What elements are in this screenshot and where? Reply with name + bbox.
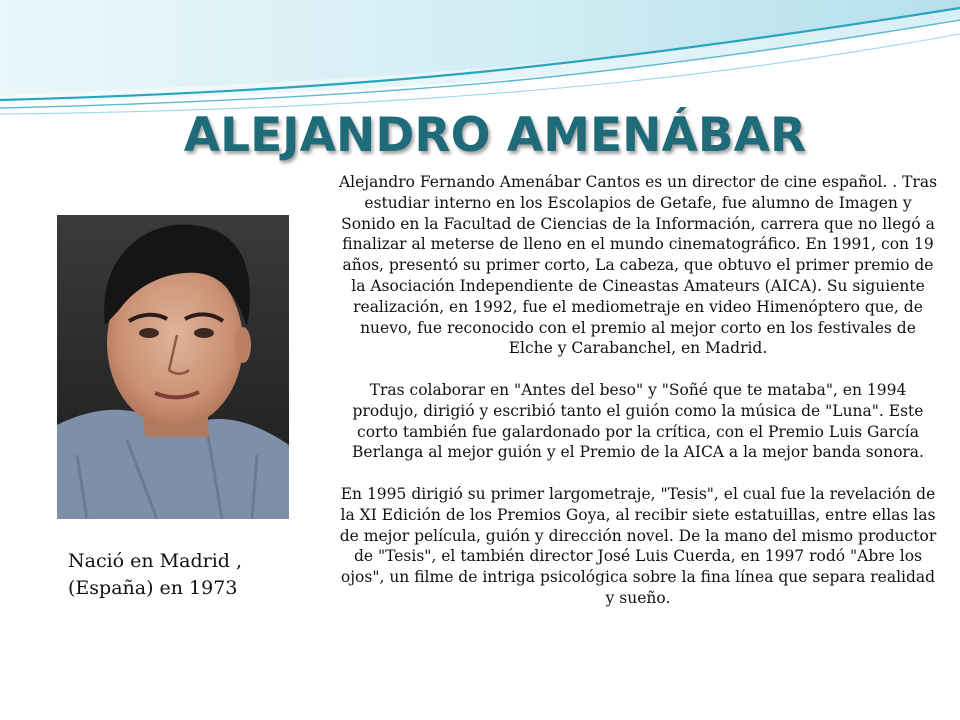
biography-paragraph: Alejandro Fernando Amenábar Cantos es un director de cine español. . Tras estudiar interno en los Escolapios de Getafe, fue alumno de Imagen y Sonido en la Facultad de Ciencias de la Información, carrera que no llegó a finalizar al meterse de lleno en el mundo cinematográfico. En 1991, con 19 años, presentó su primer corto, La cabeza, que obtuvo el primer premio de la Asociación Independiente de Cineastas Amateurs (AICA). Su siguiente realización, en 1992, fue el mediometraje en video Himenóptero que, de nuevo, fue reconocido con el premio al mejor corto en los festivales de Elche y Carabanchel, en Madrid. <box>338 173 938 358</box>
biography-text <box>338 172 938 609</box>
biography-paragraph: Tras colaborar en "Antes del beso" y "Soñé que te mataba", en 1994 produjo, dirigió y escribió tanto el guión como la música de "Luna". Este corto también fue galardonado por la crítica, con el Premio Luis García Berlanga al mejor guión y el Premio de la AICA a la mejor banda sonora. <box>352 380 924 462</box>
slide-title: ALEJANDRO AMENÁBAR <box>183 108 807 163</box>
birth-caption <box>68 548 298 602</box>
caption-line: Nació en Madrid , <box>68 550 243 572</box>
caption-line: (España) en 1973 <box>68 577 238 599</box>
biography-paragraph: En 1995 dirigió su primer largometraje, "Tesis", el cual fue la revelación de la XI Edición de los Premios Goya, al recibir siete estatuillas, entre ellas las de mejor película, guión y dirección novel. De la mano del mismo productor de "Tesis", el también director José Luis Cuerda, en 1997 rodó "Abre los ojos", un filme de intriga psicológica sobre la fina línea que separa realidad y sueño. <box>339 484 937 607</box>
portrait-photo <box>57 215 289 519</box>
